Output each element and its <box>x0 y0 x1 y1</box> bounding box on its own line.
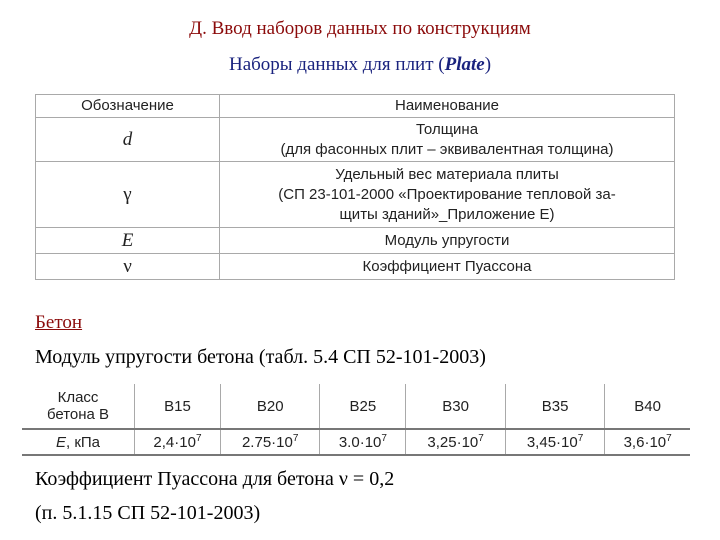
symbol-cell <box>36 254 220 280</box>
table-row <box>36 118 675 162</box>
symbol-nu: ν <box>123 255 132 277</box>
class-label-line: Класс <box>57 389 99 406</box>
poisson-reference-text: (п. 5.1.15 СП 52-101-2003) <box>35 502 261 524</box>
subtitle-text: Наборы данных для плит ( <box>228 54 445 75</box>
plate-parameters-table <box>35 94 675 280</box>
concrete-heading: Бетон <box>35 312 83 333</box>
slide-title <box>0 18 720 40</box>
modulus-exponent: 7 <box>577 433 584 444</box>
modulus-mantissa: 3,25·10 <box>427 434 479 451</box>
subtitle-close: ) <box>484 54 492 75</box>
class-cell: B30 <box>406 384 505 429</box>
table-row <box>36 254 675 280</box>
class-label-line: бетона В <box>46 406 110 423</box>
modulus-exponent: 7 <box>195 433 202 444</box>
modulus-value-cell <box>605 429 690 455</box>
description-cell <box>220 162 675 228</box>
description-line: Модуль упругости <box>384 231 510 249</box>
modulus-exponent: 7 <box>478 433 484 444</box>
modulus-mantissa: 3,45·10 <box>526 434 578 451</box>
symbol-cell <box>36 162 220 228</box>
table-row <box>36 162 675 228</box>
modulus-exponent: 7 <box>666 433 672 444</box>
modulus-exponent: 7 <box>292 433 299 444</box>
modulus-unit: , кПа <box>65 433 101 451</box>
modulus-mantissa: 3.0·10 <box>338 434 382 451</box>
description-cell <box>220 228 675 254</box>
class-row <box>22 384 690 429</box>
modulus-value-cell <box>135 429 221 455</box>
table-row <box>36 228 675 254</box>
description-line: (СП 23-101-2000 «Проектирование тепловой за- <box>278 185 616 203</box>
description-line: Толщина <box>415 120 479 138</box>
class-cell: B35 <box>505 384 604 429</box>
modulus-value-cell <box>505 429 604 455</box>
modulus-value-cell <box>406 429 505 455</box>
symbol-cell <box>36 118 220 162</box>
class-cell: B25 <box>320 384 406 429</box>
concrete-modulus-table <box>22 384 690 456</box>
description-cell <box>220 254 675 280</box>
header-designation: Обозначение <box>36 95 220 118</box>
description-line: (для фасонных плит – эквивалентная толщина) <box>280 140 614 158</box>
modulus-mantissa: 3,6·10 <box>623 434 667 451</box>
modulus-symbol: E <box>55 433 66 451</box>
symbol-e: E <box>121 229 134 251</box>
poisson-ratio-text: Коэффициент Пуассона для бетона ν = 0,2 <box>35 468 395 490</box>
header-name: Наименование <box>220 95 675 118</box>
table-header-row <box>36 95 675 118</box>
description-cell <box>220 118 675 162</box>
description-line: щиты зданий»_Приложение Е) <box>339 205 555 223</box>
modulus-caption: Модуль упругости бетона (табл. 5.4 СП 52-101-2003) <box>35 346 486 368</box>
modulus-value-cell <box>220 429 319 455</box>
symbol-d: d <box>122 128 133 150</box>
symbol-cell <box>36 228 220 254</box>
subtitle-emph: Plate <box>444 54 485 75</box>
description-line: Коэффициент Пуассона <box>362 257 532 275</box>
modulus-exponent: 7 <box>381 433 387 444</box>
title-text: Ввод наборов данных по конструкциям <box>211 18 531 39</box>
modulus-row <box>22 429 690 455</box>
modulus-mantissa: 2.75·10 <box>241 434 293 451</box>
modulus-label-cell <box>22 429 135 455</box>
modulus-value-cell <box>320 429 406 455</box>
class-cell: B15 <box>135 384 221 429</box>
class-label-cell <box>22 384 135 429</box>
slide-subtitle <box>0 54 720 76</box>
symbol-gamma: γ <box>123 183 132 205</box>
modulus-mantissa: 2,4·10 <box>153 434 196 451</box>
class-cell: B20 <box>220 384 319 429</box>
title-prefix: Д. <box>189 18 207 39</box>
description-line: Удельный вес материала плиты <box>335 165 559 183</box>
class-cell: B40 <box>605 384 690 429</box>
